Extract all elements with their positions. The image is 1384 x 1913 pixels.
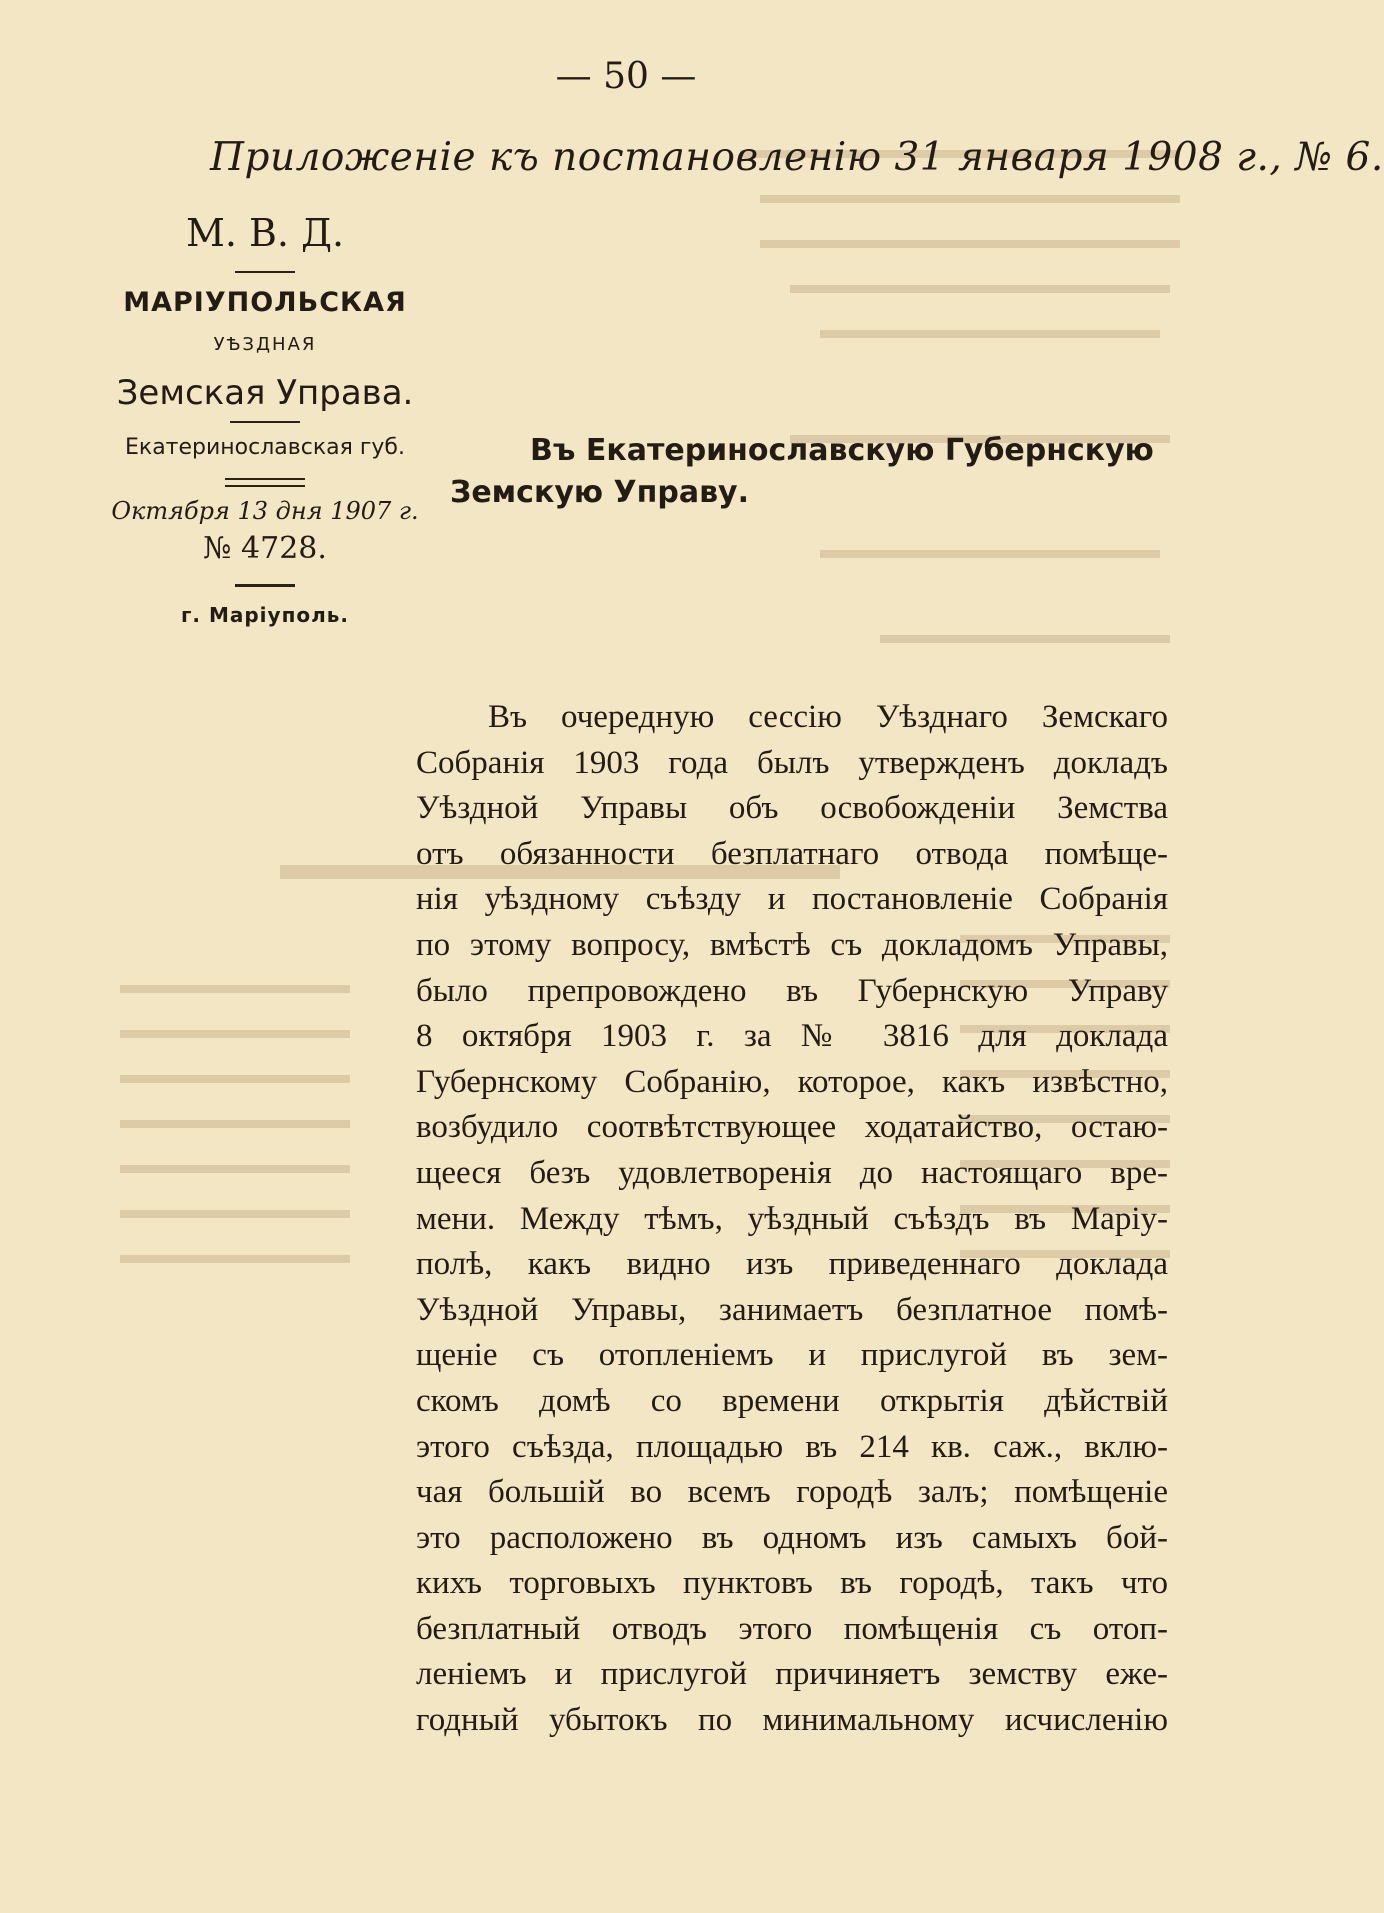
text-line: щенiе съ отопленiемъ и прислугой въ зем- [416, 1337, 1168, 1374]
city-label: г. Марiуполь. [180, 603, 350, 627]
county-label: УѢЗДНАЯ [213, 334, 317, 355]
text-line: чая большiй во всемъ городѣ залъ; помѣщенiе [416, 1474, 1168, 1511]
text-line: годный убытокъ по минимальному исчисленiю [416, 1702, 1168, 1739]
letterhead [80, 205, 450, 627]
addressee [450, 430, 1170, 514]
text-line: по этому вопросу, вмѣстѣ съ докладомъ Управы, [416, 926, 1168, 963]
text-line: это расположено въ одномъ изъ самыхъ бой- [416, 1519, 1168, 1556]
divider [235, 584, 295, 587]
ministry-label: М. В. Д. [185, 211, 345, 255]
text-line: мени. Между тѣмъ, уѣздный съѣздъ въ Марiу- [416, 1200, 1168, 1237]
text-line: кихъ торговыхъ пунктовъ въ городѣ, такъ что [416, 1565, 1168, 1602]
text-line: Губернскому Собранiю, которое, какъ извѣстно, [416, 1063, 1168, 1100]
double-divider [225, 478, 305, 487]
appendix-note: Приложенiе къ постановленiю 31 января 1908 г., № 6. [210, 135, 1384, 180]
text-line: Уѣздной Управы, занимаетъ безплатное помѣ- [416, 1291, 1168, 1328]
text-line: Уѣздной Управы объ освобожденiи Земства [416, 790, 1168, 827]
text-line: ленiемъ и прислугой причиняетъ земству еже- [416, 1656, 1168, 1693]
addressee-line: Земскую Управу. [450, 475, 750, 510]
board-name: МАРIУПОЛЬСКАЯ [123, 287, 407, 318]
body-text [416, 695, 1168, 1744]
page-number: — 50 — [555, 56, 697, 97]
divider [230, 421, 300, 423]
text-line: Собранiя 1903 года былъ утвержденъ докладъ [416, 744, 1168, 781]
text-line: скомъ домѣ со времени открытiя дѣйствiй [416, 1382, 1168, 1419]
text-line: 8 октября 1903 г. за № 3816 для доклада [416, 1018, 1168, 1055]
province-label: Екатеринославская губ. [125, 435, 405, 460]
divider [235, 271, 295, 273]
text-line: полѣ, какъ видно изъ приведеннаго доклада [416, 1246, 1168, 1283]
text-line: этого съѣзда, площадью въ 214 кв. саж., вклю- [416, 1428, 1168, 1465]
text-line: безплатный отводъ этого помѣщенiя съ отоп- [416, 1610, 1168, 1647]
text-line: возбудило соотвѣтствующее ходатайство, остаю- [416, 1109, 1168, 1146]
document-number: № 4728. [203, 531, 327, 566]
date-line: Октября 13 дня 1907 г. [111, 497, 419, 525]
text-line: отъ обязанности безплатнаго отвода помѣще- [416, 835, 1168, 872]
zemstvo-label: Земская Управа. [116, 373, 414, 413]
addressee-line: Въ Екатеринославскую Губернскую [530, 433, 1154, 468]
text-line: Въ очередную сессiю Уѣзднаго Земскаго [488, 699, 1168, 735]
text-line: было препровождено въ Губернскую Управу [416, 972, 1168, 1009]
text-line: нiя уѣздному съѣзду и постановленiе Собранiя [416, 881, 1168, 918]
text-line: щееся безъ удовлетворенiя до настоящаго вре- [416, 1154, 1168, 1191]
